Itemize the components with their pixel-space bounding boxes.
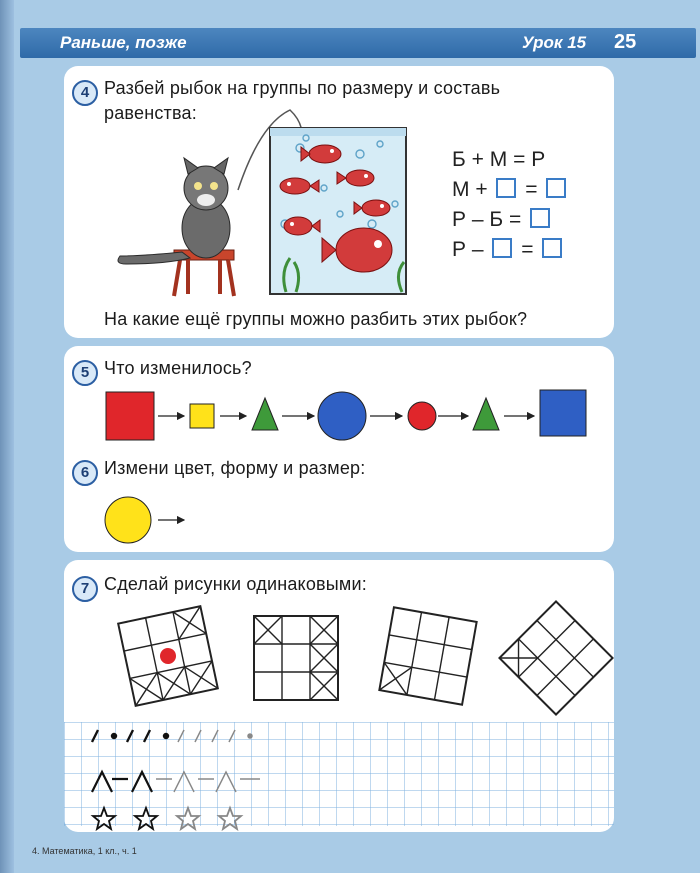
picture-1 — [118, 606, 218, 706]
page-header — [20, 28, 696, 58]
picture-2 — [254, 616, 338, 700]
footer-note: 4. Математика, 1 кл., ч. 1 — [32, 846, 137, 856]
eq-term: М — [489, 148, 508, 171]
eq-term: Р — [452, 208, 467, 231]
eq-operator: + — [475, 178, 488, 201]
eq-term: Р — [452, 238, 467, 261]
picture-3 — [379, 607, 476, 704]
red-circle-small — [408, 402, 436, 430]
book-spine — [0, 0, 14, 873]
eq-equals: = — [509, 208, 522, 231]
task-5-number: 5 — [72, 360, 98, 386]
equation-row — [452, 178, 569, 202]
cat-and-aquarium-illustration — [110, 104, 420, 300]
eq-equals: = — [513, 148, 526, 171]
green-triangle — [252, 398, 278, 430]
eq-term: Б — [489, 208, 504, 231]
answer-box[interactable] — [546, 178, 566, 198]
task-4-text-line1: Разбей рыбок на группы по размеру и составь — [104, 78, 501, 98]
answer-box[interactable] — [542, 238, 562, 258]
picture-4 — [499, 601, 612, 714]
equation-row — [452, 148, 545, 172]
answer-box[interactable] — [492, 238, 512, 258]
page-number: 25 — [614, 31, 637, 53]
shape-sequence — [100, 384, 600, 446]
yellow-square-small — [190, 404, 214, 428]
eq-equals: = — [525, 178, 538, 201]
task-4-number: 4 — [72, 80, 98, 106]
task-6-text: Измени цвет, форму и размер: — [104, 458, 366, 478]
red-square-large — [106, 392, 154, 440]
equation-row — [452, 208, 553, 232]
task-7-text: Сделай рисунки одинаковыми: — [104, 574, 367, 594]
eq-term: М — [452, 178, 470, 201]
answer-box[interactable] — [530, 208, 550, 228]
eq-term: Р — [531, 148, 546, 171]
eq-operator: – — [471, 208, 484, 231]
eq-operator: + — [471, 148, 484, 171]
lesson-label: Урок 15 — [522, 33, 587, 52]
topic-title: Раньше, позже — [60, 33, 187, 52]
green-triangle — [473, 398, 499, 430]
blue-square-large — [540, 390, 586, 436]
blue-circle-large — [318, 392, 366, 440]
task-5-text: Что изменилось? — [104, 358, 252, 378]
grid-pictures — [112, 598, 622, 724]
equation-row — [452, 238, 565, 262]
eq-term: Б — [452, 148, 466, 171]
task-6-number: 6 — [72, 460, 98, 486]
task-4-question: На какие ещё группы можно разбить этих рыбок? — [104, 309, 528, 329]
copybook-grid — [64, 722, 614, 834]
eq-operator: – — [471, 238, 484, 261]
eq-equals: = — [521, 238, 534, 261]
task-4-text-line2: равенства: — [104, 103, 197, 123]
yellow-circle-with-arrow — [100, 494, 200, 546]
task-7-number: 7 — [72, 576, 98, 602]
answer-box[interactable] — [496, 178, 516, 198]
